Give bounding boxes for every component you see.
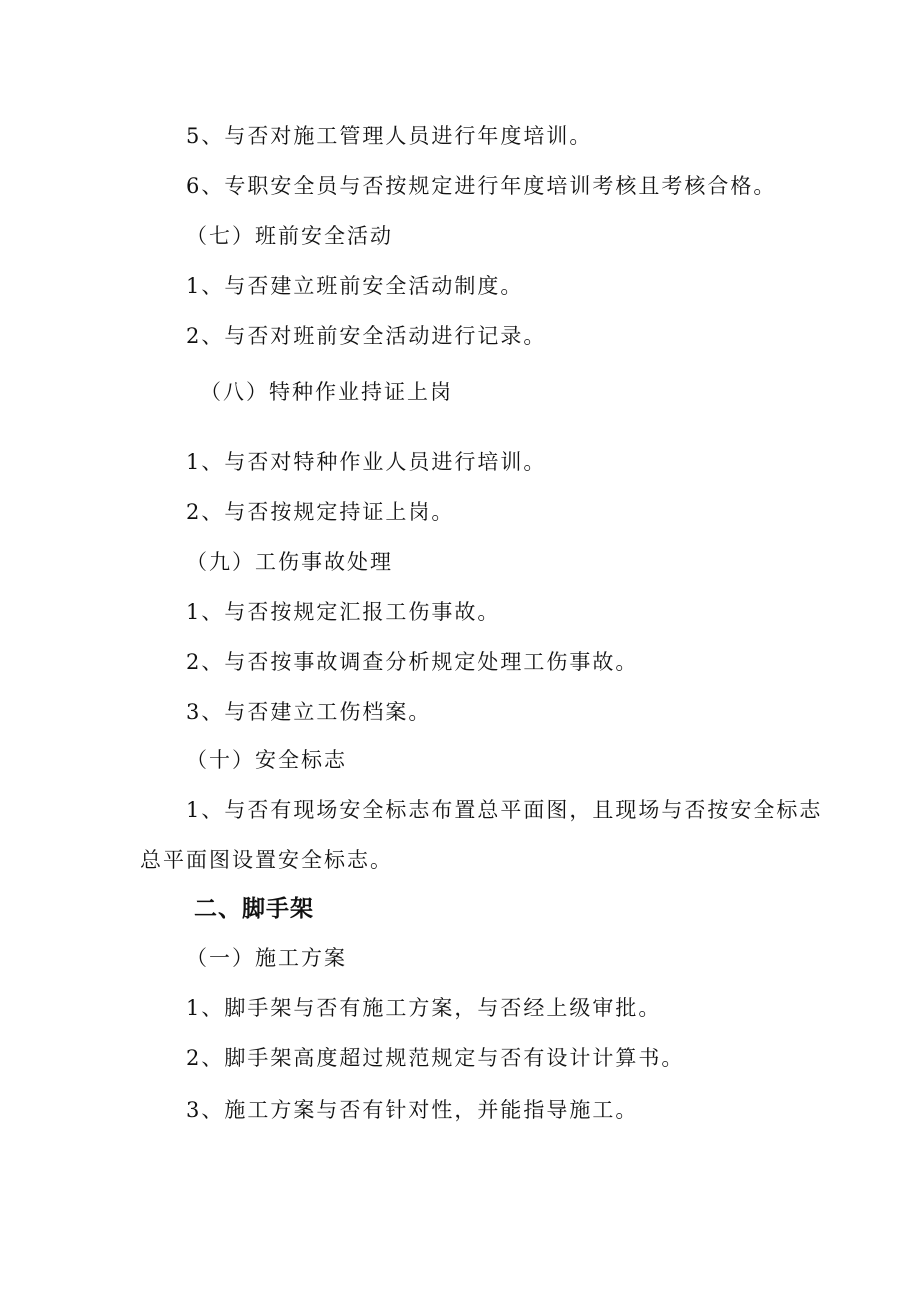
list-item: 2、脚手架高度超过规范规定与否有设计计算书。 — [186, 1046, 685, 1070]
list-item: 3、与否建立工伤档案。 — [186, 700, 432, 724]
list-item: 1、脚手架与否有施工方案，与否经上级审批。 — [186, 996, 662, 1020]
list-item: 3、施工方案与否有针对性，并能指导施工。 — [186, 1098, 639, 1122]
section-heading: （十）安全标志 — [186, 748, 347, 772]
list-item: 2、与否对班前安全活动进行记录。 — [186, 324, 547, 348]
list-item: 1、与否对特种作业人员进行培训。 — [186, 450, 547, 474]
section-heading: （七）班前安全活动 — [186, 224, 393, 248]
paragraph-line: 1、与否有现场安全标志布置总平面图，且现场与否按安全标志 — [186, 798, 823, 822]
list-item: 2、与否按规定持证上岗。 — [186, 500, 455, 524]
section-heading: （九）工伤事故处理 — [186, 550, 393, 574]
section-heading: （一）施工方案 — [186, 946, 347, 970]
list-item: 1、与否按规定汇报工伤事故。 — [186, 600, 501, 624]
chapter-heading: 二、脚手架 — [194, 896, 314, 922]
paragraph-line: 总平面图设置安全标志。 — [140, 848, 393, 872]
list-item: 1、与否建立班前安全活动制度。 — [186, 274, 524, 298]
list-item: 2、与否按事故调查分析规定处理工伤事故。 — [186, 650, 639, 674]
list-item: 5、与否对施工管理人员进行年度培训。 — [186, 124, 593, 148]
section-heading: （八）特种作业持证上岗 — [200, 380, 453, 404]
list-item: 6、专职安全员与否按规定进行年度培训考核且考核合格。 — [186, 174, 777, 198]
